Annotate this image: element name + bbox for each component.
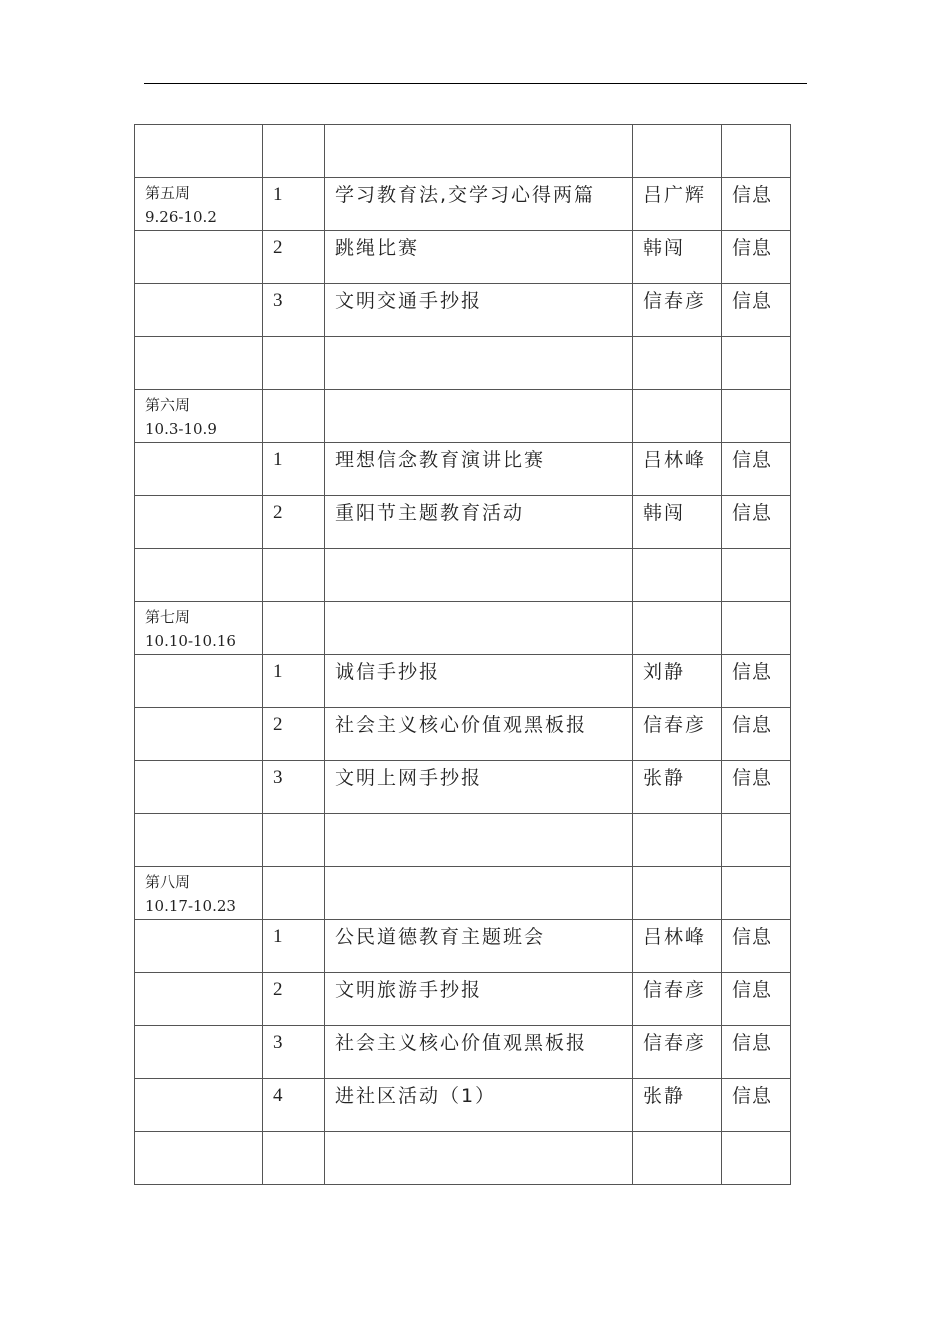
item-number (263, 549, 324, 554)
table-row (135, 1079, 791, 1132)
table-row (135, 337, 791, 390)
responsible-person: 信春彦 (643, 714, 707, 736)
department-cell (722, 920, 791, 973)
table-row (135, 867, 791, 920)
department: 信息 (732, 1032, 773, 1054)
item-number-cell (263, 655, 325, 708)
responsible-person-cell (633, 602, 722, 655)
table-row (135, 1132, 791, 1185)
responsible-person (633, 602, 721, 607)
week-cell (135, 1079, 263, 1132)
activity-name-cell (325, 920, 633, 973)
week-cell (135, 867, 263, 920)
department-cell (722, 867, 791, 920)
table-row (135, 390, 791, 443)
responsible-person-cell (633, 390, 722, 443)
activity-name: 文明交通手抄报 (335, 290, 483, 312)
department: 信息 (732, 661, 773, 683)
item-number-cell (263, 1132, 325, 1185)
responsible-person (633, 390, 721, 395)
week-cell (135, 708, 263, 761)
department (722, 125, 790, 130)
week-cell (135, 655, 263, 708)
department-cell (722, 973, 791, 1026)
week-cell (135, 125, 263, 178)
activity-name-cell (325, 1026, 633, 1079)
item-number: 2 (273, 237, 283, 258)
responsible-person: 信春彦 (643, 979, 707, 1001)
responsible-person-cell (633, 1079, 722, 1132)
department-cell (722, 1079, 791, 1132)
responsible-person: 吕林峰 (643, 926, 707, 948)
item-number: 1 (273, 184, 283, 205)
table-row (135, 1026, 791, 1079)
responsible-person-cell (633, 125, 722, 178)
responsible-person-cell (633, 178, 722, 231)
item-number-cell (263, 284, 325, 337)
responsible-person (633, 337, 721, 342)
activity-name-cell (325, 1079, 633, 1132)
department-cell (722, 390, 791, 443)
week-name: 第七周 (145, 608, 191, 626)
table-row (135, 655, 791, 708)
item-number (263, 337, 324, 342)
week-cell (135, 1026, 263, 1079)
item-number-cell (263, 549, 325, 602)
department: 信息 (732, 767, 773, 789)
header-rule (144, 83, 807, 84)
activity-name (325, 1132, 632, 1137)
item-number: 1 (273, 449, 283, 470)
table-row (135, 496, 791, 549)
responsible-person-cell (633, 655, 722, 708)
department-cell (722, 443, 791, 496)
table-row (135, 443, 791, 496)
activity-name-cell (325, 867, 633, 920)
table-row (135, 708, 791, 761)
responsible-person-cell (633, 231, 722, 284)
department: 信息 (732, 502, 773, 524)
activity-name: 文明上网手抄报 (335, 767, 483, 789)
responsible-person-cell (633, 496, 722, 549)
item-number: 1 (273, 926, 283, 947)
activity-name: 文明旅游手抄报 (335, 979, 483, 1001)
item-number: 3 (273, 290, 283, 311)
department-cell (722, 655, 791, 708)
week-cell (135, 973, 263, 1026)
department: 信息 (732, 184, 773, 206)
activity-name-cell (325, 602, 633, 655)
table-row (135, 284, 791, 337)
responsible-person-cell (633, 549, 722, 602)
week-cell (135, 231, 263, 284)
responsible-person-cell (633, 1132, 722, 1185)
activity-schedule-table (134, 124, 791, 1185)
department (722, 1132, 790, 1137)
week-cell (135, 761, 263, 814)
department-cell (722, 337, 791, 390)
department-cell (722, 814, 791, 867)
item-number (263, 390, 324, 395)
responsible-person-cell (633, 814, 722, 867)
week-cell (135, 814, 263, 867)
table-row (135, 602, 791, 655)
item-number: 2 (273, 502, 283, 523)
activity-name (325, 867, 632, 872)
item-number: 3 (273, 1032, 283, 1053)
item-number-cell (263, 814, 325, 867)
department (722, 602, 790, 607)
responsible-person-cell (633, 973, 722, 1026)
department: 信息 (732, 1085, 773, 1107)
activity-name-cell (325, 549, 633, 602)
responsible-person-cell (633, 708, 722, 761)
activity-name-cell (325, 390, 633, 443)
activity-name: 进社区活动（1） (335, 1085, 497, 1107)
department: 信息 (732, 926, 773, 948)
department (722, 814, 790, 819)
week-cell (135, 178, 263, 231)
activity-name-cell (325, 231, 633, 284)
table-row (135, 549, 791, 602)
activity-name: 重阳节主题教育活动 (335, 502, 525, 524)
responsible-person (633, 1132, 721, 1137)
department-cell (722, 1132, 791, 1185)
department-cell (722, 178, 791, 231)
item-number: 2 (273, 714, 283, 735)
week-cell (135, 443, 263, 496)
week-dates: 9.26-10.2 (145, 208, 217, 226)
responsible-person: 吕林峰 (643, 449, 707, 471)
responsible-person (633, 125, 721, 130)
item-number (263, 867, 324, 872)
week-cell (135, 496, 263, 549)
department: 信息 (732, 237, 773, 259)
activity-name-cell (325, 178, 633, 231)
responsible-person (633, 867, 721, 872)
table-row (135, 125, 791, 178)
department-cell (722, 1026, 791, 1079)
activity-name-cell (325, 814, 633, 867)
department: 信息 (732, 979, 773, 1001)
activity-name (325, 125, 632, 130)
responsible-person-cell (633, 443, 722, 496)
activity-name (325, 390, 632, 395)
item-number-cell (263, 920, 325, 973)
activity-name-cell (325, 708, 633, 761)
responsible-person (633, 814, 721, 819)
table-row (135, 973, 791, 1026)
item-number-cell (263, 867, 325, 920)
department-cell (722, 496, 791, 549)
week-cell (135, 602, 263, 655)
responsible-person: 信春彦 (643, 290, 707, 312)
responsible-person (633, 549, 721, 554)
department (722, 390, 790, 395)
activity-name: 学习教育法,交学习心得两篇 (335, 184, 596, 206)
table-row (135, 761, 791, 814)
item-number: 3 (273, 767, 283, 788)
activity-name-cell (325, 655, 633, 708)
item-number: 2 (273, 979, 283, 1000)
responsible-person-cell (633, 284, 722, 337)
activity-name: 跳绳比赛 (335, 237, 420, 259)
department (722, 549, 790, 554)
department-cell (722, 602, 791, 655)
responsible-person: 韩闯 (643, 502, 686, 524)
week-cell (135, 284, 263, 337)
item-number-cell (263, 1079, 325, 1132)
activity-name-cell (325, 443, 633, 496)
item-number (263, 125, 324, 130)
item-number-cell (263, 602, 325, 655)
item-number-cell (263, 231, 325, 284)
week-dates: 10.10-10.16 (145, 632, 236, 650)
activity-name-cell (325, 973, 633, 1026)
week-name: 第六周 (145, 396, 191, 414)
department-cell (722, 761, 791, 814)
item-number-cell (263, 973, 325, 1026)
activity-name: 社会主义核心价值观黑板报 (335, 1032, 588, 1054)
item-number: 4 (273, 1085, 283, 1106)
item-number-cell (263, 178, 325, 231)
responsible-person-cell (633, 1026, 722, 1079)
responsible-person-cell (633, 920, 722, 973)
table-row (135, 920, 791, 973)
responsible-person: 韩闯 (643, 237, 686, 259)
activity-name-cell (325, 1132, 633, 1185)
activity-name-cell (325, 496, 633, 549)
activity-name-cell (325, 761, 633, 814)
item-number: 1 (273, 661, 283, 682)
activity-name-cell (325, 337, 633, 390)
activity-name (325, 337, 632, 342)
item-number-cell (263, 443, 325, 496)
responsible-person-cell (633, 337, 722, 390)
responsible-person-cell (633, 867, 722, 920)
responsible-person: 刘静 (643, 661, 686, 683)
item-number-cell (263, 1026, 325, 1079)
activity-name: 社会主义核心价值观黑板报 (335, 714, 588, 736)
department-cell (722, 549, 791, 602)
department (722, 337, 790, 342)
item-number-cell (263, 761, 325, 814)
activity-name: 诚信手抄报 (335, 661, 441, 683)
department: 信息 (732, 290, 773, 312)
activity-name: 理想信念教育演讲比赛 (335, 449, 546, 471)
table-row (135, 178, 791, 231)
department: 信息 (732, 449, 773, 471)
week-name: 第八周 (145, 873, 191, 891)
activity-name (325, 549, 632, 554)
responsible-person: 吕广辉 (643, 184, 707, 206)
table-row (135, 231, 791, 284)
week-cell (135, 1132, 263, 1185)
table-row (135, 814, 791, 867)
responsible-person-cell (633, 761, 722, 814)
item-number-cell (263, 337, 325, 390)
week-name: 第五周 (145, 184, 191, 202)
activity-name-cell (325, 125, 633, 178)
week-cell (135, 549, 263, 602)
responsible-person: 张静 (643, 767, 686, 789)
responsible-person: 张静 (643, 1085, 686, 1107)
week-cell (135, 920, 263, 973)
week-cell (135, 390, 263, 443)
week-cell (135, 337, 263, 390)
department: 信息 (732, 714, 773, 736)
activity-name (325, 814, 632, 819)
item-number (263, 1132, 324, 1137)
department-cell (722, 708, 791, 761)
item-number (263, 602, 324, 607)
responsible-person: 信春彦 (643, 1032, 707, 1054)
week-dates: 10.3-10.9 (145, 420, 217, 438)
department (722, 867, 790, 872)
item-number (263, 814, 324, 819)
activity-name-cell (325, 284, 633, 337)
item-number-cell (263, 496, 325, 549)
item-number-cell (263, 708, 325, 761)
item-number-cell (263, 390, 325, 443)
item-number-cell (263, 125, 325, 178)
activity-name (325, 602, 632, 607)
department-cell (722, 231, 791, 284)
week-dates: 10.17-10.23 (145, 897, 236, 915)
activity-name: 公民道德教育主题班会 (335, 926, 546, 948)
department-cell (722, 125, 791, 178)
department-cell (722, 284, 791, 337)
